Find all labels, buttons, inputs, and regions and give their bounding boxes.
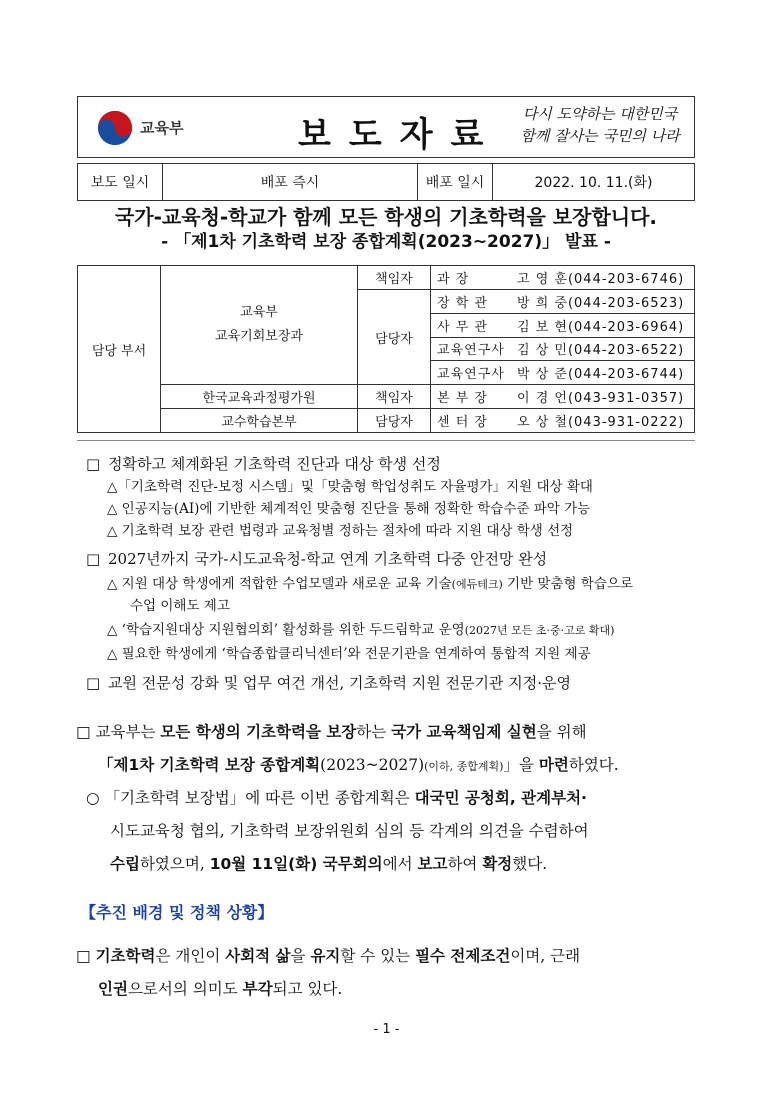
- headline-main: 국가-교육청-학교가 함께 모든 학생의 기초학력을 보장합니다.: [114, 205, 657, 229]
- press-release-title: 보도자료: [298, 115, 502, 155]
- report-time-label: 보도 일시: [78, 164, 163, 201]
- slogan-line-1: 다시 도약하는 대한민국: [522, 105, 678, 123]
- divider: [77, 440, 695, 441]
- section-heading: 【추진 배경 및 정책 상황】: [80, 903, 274, 922]
- paragraph-2: ○ 「기초학력 보장법」에 따른 이번 종합계획은 대국민 공청회, 관계부처· 시도교육청 협의, 기초학력 보장위원회 심의 등 각계의 의견을 수렴하여 수립하였으며, 10월 11일(화) 국무회의에서 보고하여 확정했다.: [86, 789, 589, 873]
- contact-row: 장 학 관 방 희 중(044-203-6523): [431, 289, 695, 313]
- summary-item-1: □ 정확하고 체계화된 기초학력 진단과 대상 학생 선정: [86, 455, 441, 473]
- responsible-label: 책임자: [358, 266, 431, 290]
- contact-row: 사 무 관 김 보 현(044-203-6964): [431, 313, 695, 337]
- headline-sub: - 「제1차 기초학력 보장 종합계획(2023~2027)」 발표 -: [161, 232, 611, 252]
- slogan-line-2: 함께 잘사는 국민의 나라: [520, 127, 680, 145]
- summary-item-2: □ 2027년까지 국가-시도교육청-학교 연계 기초학력 다중 안전망 완성: [86, 550, 548, 568]
- contact-row: 교육연구사 박 상 준(044-203-6744): [431, 361, 695, 385]
- responsible-label: 책임자: [358, 385, 431, 409]
- summary-sub: △ 기초학력 보장 관련 법령과 교육청별 정하는 절차에 따라 지원 대상 학생 선정: [107, 523, 574, 539]
- contact-row: 교육연구사 김 상 민(044-203-6522): [431, 337, 695, 361]
- ministry-name: 교육부: [140, 119, 184, 137]
- dept-label: 담당 부서: [78, 266, 161, 433]
- government-logo-icon: [96, 109, 134, 147]
- org-moe-name: 교육부: [240, 305, 278, 321]
- summary-sub: △ 필요한 학생에게 ‘학습종합클리닉센터’와 전문기관을 연계하여 통합적 지원 제공: [107, 646, 591, 662]
- summary-sub: △ ‘학습지원대상 지원협의회’ 활성화를 위한 두드림학교 운영(2027년 모든 초·중·고로 확대): [107, 622, 615, 638]
- org-moe: [161, 266, 358, 385]
- summary-item-3: □ 교원 전문성 강화 및 업무 여건 개선, 기초학력 지원 전문기관 지정·운영: [86, 674, 571, 692]
- org-kice-name: 한국교육과정평가원: [161, 385, 358, 409]
- distribution-time-label: 배포 일시: [418, 164, 493, 201]
- distribution-time-value: 2022. 10. 11.(화): [493, 164, 695, 201]
- contact-row: 과 장 고 영 훈(044-203-6746): [431, 266, 695, 290]
- paragraph-3: □ 기초학력은 개인이 사회적 삶을 유지할 수 있는 필수 전제조건이며, 근래 인권으로서의 의미도 부각되고 있다.: [76, 947, 581, 998]
- org-kice-division: 교수학습본부: [161, 409, 358, 433]
- press-header: [77, 96, 695, 158]
- slogan: [510, 103, 690, 147]
- contacts-table: [77, 265, 695, 433]
- report-time-value: 배포 즉시: [163, 164, 418, 201]
- headline: [77, 204, 695, 254]
- summary-sub: 수업 이해도 제고: [130, 598, 230, 614]
- summary-sub: △ 지원 대상 학생에게 적합한 수업모델과 새로운 교육 기술(에듀테크) 기반 맞춤형 학습으로: [107, 576, 633, 592]
- paragraph-1: □ 교육부는 모든 학생의 기초학력을 보장하는 국가 교육책임제 실현을 위해 「제1차 기초학력 보장 종합계획(2023~2027)(이하, 종합계획)」을 마련하였다.: [76, 723, 619, 774]
- summary-sub: △ 인공지능(AI)에 기반한 체계적인 맞춤형 진단을 통해 정확한 학습수준 파악 가능: [107, 501, 591, 517]
- contact-row: 센 터 장 오 상 철(043-931-0222): [431, 409, 695, 433]
- page-number: - 1 -: [373, 1022, 400, 1037]
- staff-label: 담당자: [358, 409, 431, 433]
- staff-label: 담당자: [358, 289, 431, 384]
- contact-row: 본 부 장 이 경 언(043-931-0357): [431, 385, 695, 409]
- org-moe-division: 교육기회보장과: [215, 329, 303, 345]
- summary-sub: △「기초학력 진단-보정 시스템」및「맞춤형 학업성취도 자율평가」지원 대상 확대: [107, 479, 593, 495]
- release-info-table: [77, 163, 695, 201]
